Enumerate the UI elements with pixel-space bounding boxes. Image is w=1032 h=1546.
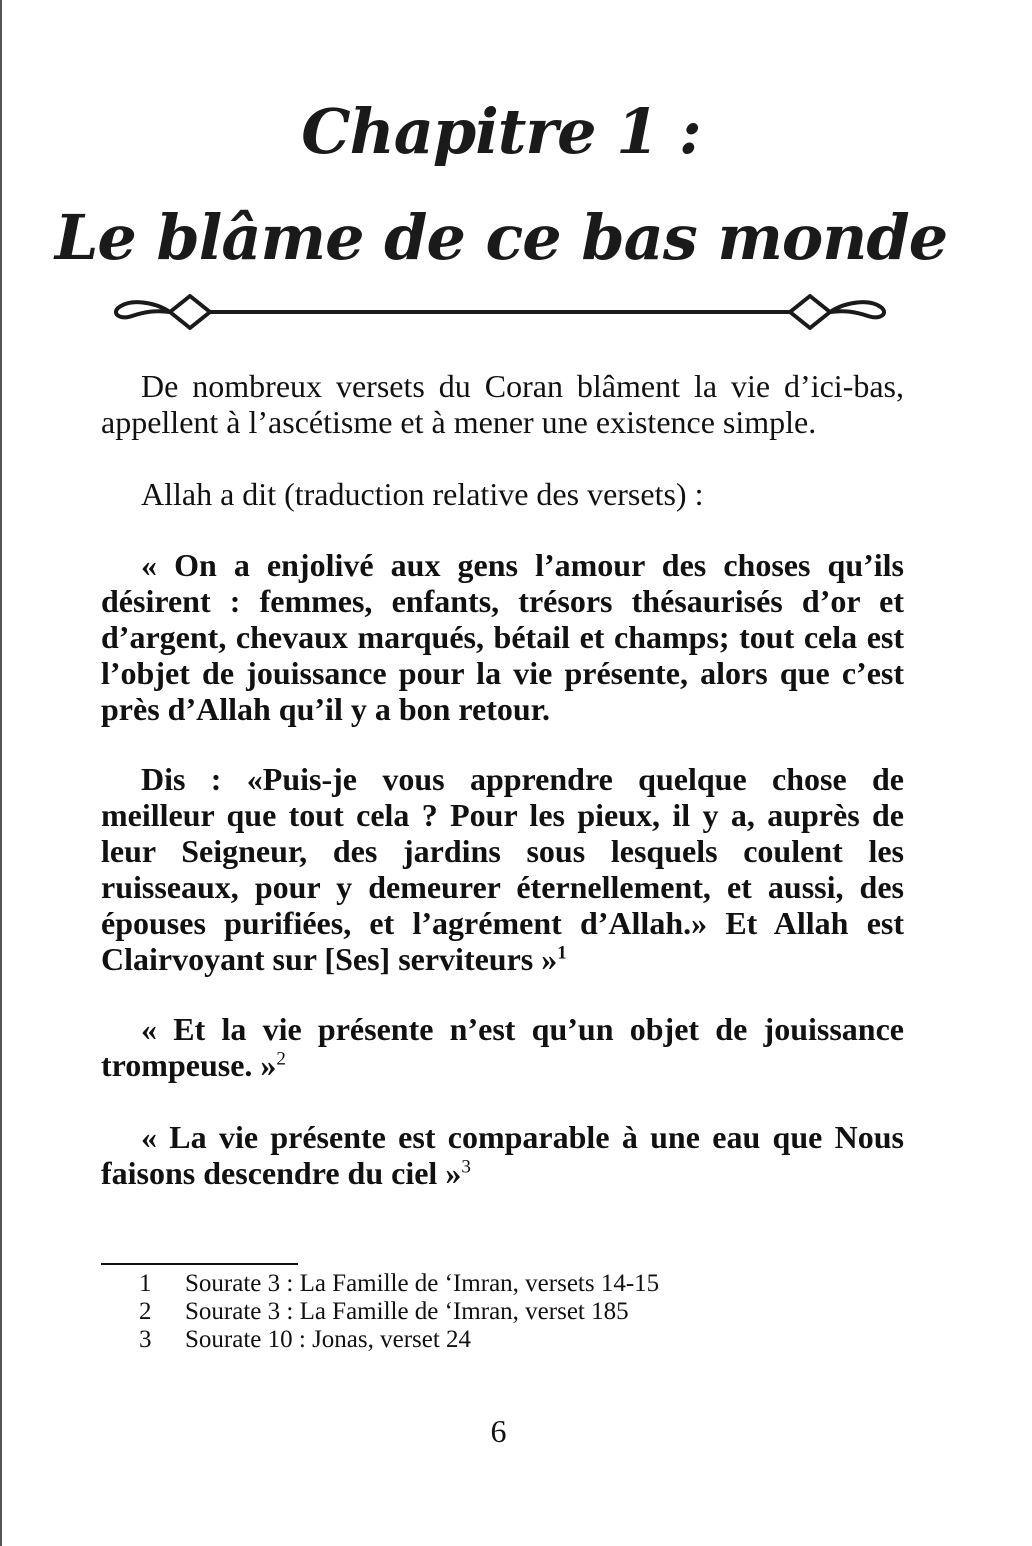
footnote-ref-2[interactable]: 2: [276, 1048, 286, 1070]
footnote-ref-1[interactable]: 1: [557, 942, 567, 964]
footnote-separator: [101, 1263, 298, 1265]
verse-paragraph-3: [101, 1011, 904, 1083]
footnote-number: 3: [139, 1326, 152, 1353]
footnotes-list: [101, 1270, 904, 1354]
verse-4-text: « La vie présente est comparable à une eau que Nous faisons descendre du ciel »: [101, 1119, 904, 1191]
verse-2-text: Dis : «Puis-je vous apprendre quelque chose de meilleur que tout cela ? Pour les pieux, il y a, auprès de leur Seigneur, des jardins sous lesquels coulent les ruisseaux, pour y demeurer éternellement, et aussi, des épouses purifiées, et l’agrément d’Allah.» Et Allah est Clairvoyant sur [Ses] serviteurs »: [101, 761, 904, 977]
intro-paragraph: De nombreux versets du Coran blâment la vie d’ici-bas, appellent à l’ascétisme et à mener une existence simple.: [101, 368, 904, 440]
verse-paragraph-1: « On a enjolivé aux gens l’amour des choses qu’ils désirent : femmes, enfants, trésors thésaurisés d’or et d’argent, chevaux marqués, bétail et champs; tout cela est l’objet de jouissance pour la vie présente, alors que c’est près d’Allah qu’il y a bon retour.: [101, 547, 904, 727]
ornament-divider: [110, 288, 890, 338]
footnote-text: Sourate 10 : Jonas, verset 24: [185, 1326, 472, 1353]
chapter-title: Chapitre 1 :: [301, 95, 701, 168]
footnote-ref-3[interactable]: 3: [461, 1156, 471, 1178]
verse-paragraph-4: [101, 1119, 904, 1191]
footnote-number: 1: [139, 1270, 152, 1297]
verse-3-text: « Et la vie présente n’est qu’un objet de jouissance trompeuse. »: [101, 1011, 904, 1083]
footnote-item: [101, 1326, 904, 1354]
footnote-number: 2: [139, 1298, 152, 1325]
footnote-item: [101, 1270, 904, 1298]
footnote-text: Sourate 3 : La Famille de ‘Imran, verset 185: [185, 1298, 629, 1325]
quote-intro: Allah a dit (traduction relative des versets) :: [141, 476, 704, 512]
chapter-subtitle: Le blâme de ce bas monde: [54, 201, 948, 274]
verse-paragraph-2: [101, 761, 904, 977]
footnote-text: Sourate 3 : La Famille de ‘Imran, versets 14-15: [185, 1270, 660, 1297]
page-number: 6: [490, 1413, 507, 1449]
footnote-item: [101, 1298, 904, 1326]
